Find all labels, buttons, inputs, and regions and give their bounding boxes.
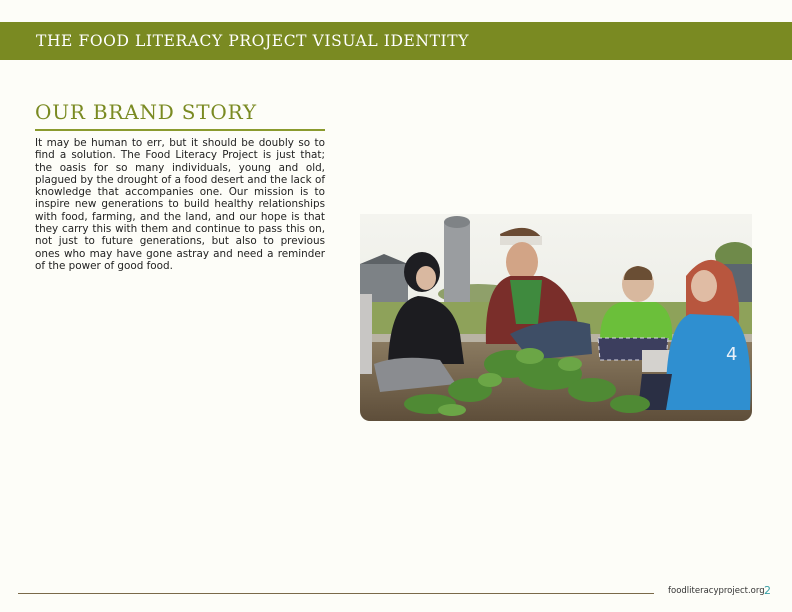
title-underline xyxy=(35,129,325,131)
footer-rule xyxy=(18,593,654,594)
page-number: 2 xyxy=(764,584,771,597)
garden-photo xyxy=(360,214,752,421)
section-title: OUR BRAND STORY xyxy=(35,100,257,124)
header-band xyxy=(0,22,792,60)
brand-story-text: It may be human to err, but it should be doubly so to find a solution. The Food Literacy Project is just that; the oasis for so many individuals, young and old, plagued by the drought of a food desert and the lack of knowledge that accompanies one. Our mission is to inspire new generations to build healthy relationships with food, farming, and the land, and our hope is that they carry this with them and continue to pass this on, not just to future generations, but also to previous ones who may have gone astray and need a reminder of the power of good food. xyxy=(35,137,325,272)
footer-url: foodliteracyproject.org xyxy=(668,586,765,596)
svg-text:4: 4 xyxy=(726,344,738,365)
header-title: THE FOOD LITERACY PROJECT VISUAL IDENTITY xyxy=(36,32,470,50)
